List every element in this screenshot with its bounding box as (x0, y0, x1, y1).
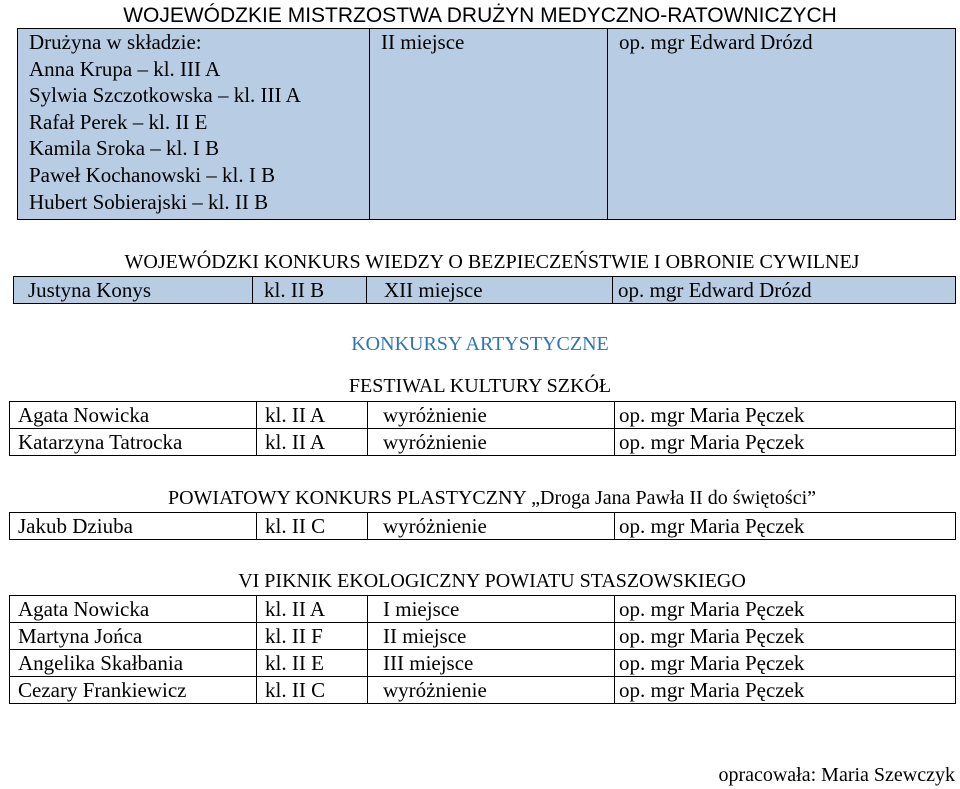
student-name: Cezary Frankiewicz (10, 677, 257, 704)
team-teacher: op. mgr Edward Drózd (619, 30, 813, 54)
student-class: kl. II A (257, 596, 368, 623)
team-member-line: Hubert Sobierajski – kl. II B (29, 189, 269, 214)
table-row (18, 29, 956, 220)
table-row (14, 277, 956, 304)
student-class: kl. II F (257, 623, 368, 650)
team-member-line: Paweł Kochanowski – kl. I B (29, 162, 276, 187)
teacher: op. mgr Maria Pęczek (615, 596, 956, 623)
table-row (10, 513, 956, 540)
student-name: Agata Nowicka (10, 596, 257, 623)
student-class: kl. II C (257, 513, 368, 540)
picnic-table (9, 595, 956, 704)
plastic-title: POWIATOWY KONKURS PLASTYCZNY „Droga Jana Pawła II do świętości” (167, 487, 817, 509)
plastic-table (9, 512, 956, 540)
table-row (10, 677, 956, 704)
team-place-cell (370, 29, 608, 220)
festival-table (9, 401, 956, 456)
teacher: op. mgr Maria Pęczek (615, 402, 956, 429)
student-name: Jakub Dziuba (10, 513, 257, 540)
civil-defense-table (13, 276, 956, 304)
team-member-line: Anna Krupa – kl. III A (29, 56, 221, 81)
teacher: op. mgr Maria Pęczek (615, 650, 956, 677)
team-place: II miejsce (381, 30, 465, 54)
author-credit: opracowała: Maria Szewczyk (718, 764, 955, 786)
result: II miejsce (368, 623, 615, 650)
student-class: kl. II C (257, 677, 368, 704)
team-member-line: Sylwia Szczotkowska – kl. III A (29, 83, 301, 108)
team-member-line: Drużyna w składzie: (29, 30, 202, 54)
festival-title: FESTIWAL KULTURY SZKÓŁ (348, 375, 612, 397)
result: wyróżnienie (368, 513, 615, 540)
teacher: op. mgr Maria Pęczek (615, 513, 956, 540)
student-class: kl. II E (257, 650, 368, 677)
student-class: kl. II B (253, 277, 367, 304)
student-name: Justyna Konys (14, 277, 253, 304)
team-competition-title: WOJEWÓDZKIE MISTRZOSTWA DRUŻYN MEDYCZNO-RATOWNICZYCH (123, 4, 837, 27)
result: I miejsce (368, 596, 615, 623)
student-class: kl. II A (257, 402, 368, 429)
table-row (10, 623, 956, 650)
result: wyróżnienie (368, 429, 615, 456)
teacher: op. mgr Maria Pęczek (615, 623, 956, 650)
student-name: Martyna Jońca (10, 623, 257, 650)
table-row (10, 429, 956, 456)
teacher: op. mgr Maria Pęczek (615, 429, 956, 456)
result: wyróżnienie (368, 677, 615, 704)
student-name: Katarzyna Tatrocka (10, 429, 257, 456)
result: III miejsce (368, 650, 615, 677)
teacher: op. mgr Edward Drózd (613, 277, 956, 304)
result: XII miejsce (367, 277, 613, 304)
table-row (10, 596, 956, 623)
team-teacher-cell (608, 29, 956, 220)
table-row (10, 650, 956, 677)
team-member-line: Kamila Sroka – kl. I B (29, 136, 220, 161)
artistic-heading: KONKURSY ARTYSTYCZNE (351, 333, 609, 355)
student-class: kl. II A (257, 429, 368, 456)
picnic-title: VI PIKNIK EKOLOGICZNY POWIATU STASZOWSKIEGO (238, 570, 746, 592)
table-row (10, 402, 956, 429)
civil-defense-title: WOJEWÓDZKI KONKURS WIEDZY O BEZPIECZEŃSTWIE I OBRONIE CYWILNEJ (124, 251, 860, 273)
team-member-line: Rafał Perek – kl. II E (29, 109, 208, 134)
result: wyróżnienie (368, 402, 615, 429)
teacher: op. mgr Maria Pęczek (615, 677, 956, 704)
student-name: Agata Nowicka (10, 402, 257, 429)
student-name: Angelika Skałbania (10, 650, 257, 677)
team-competition-table (17, 28, 956, 220)
team-members-cell (18, 29, 370, 220)
